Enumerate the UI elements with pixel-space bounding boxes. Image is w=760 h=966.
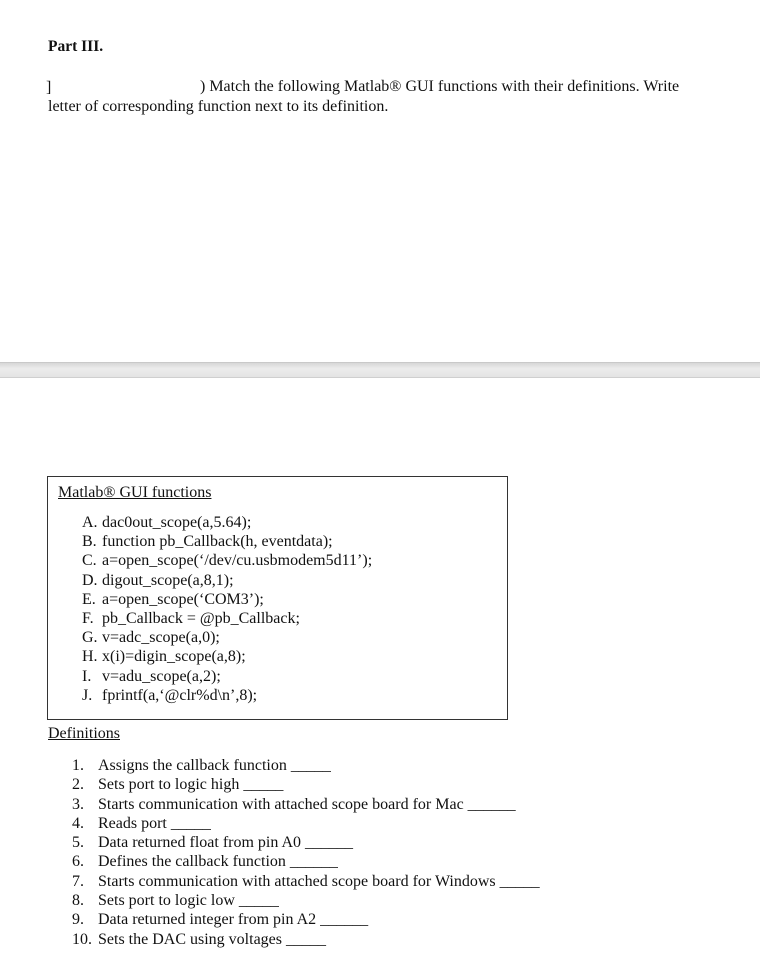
function-letter: I. [82, 667, 92, 685]
function-text: function pb_Callback(h, eventdata); [102, 533, 333, 551]
function-letter: D. [82, 571, 98, 589]
page-separator [0, 362, 760, 378]
definition-item-4 [72, 814, 540, 833]
definition-number: 1. [72, 757, 84, 774]
definition-number: 10. [72, 930, 92, 948]
definitions-list [72, 756, 540, 949]
definition-text: Assigns the callback function _____ [98, 757, 331, 774]
definition-number: 2. [72, 776, 84, 794]
function-item-c [82, 551, 372, 570]
definition-item-6 [72, 852, 540, 871]
function-text: dac0out_scope(a,5.64); [102, 514, 252, 531]
bracket-mark: ] [46, 79, 52, 96]
definition-text: Defines the callback function ______ [98, 853, 338, 871]
definition-number: 3. [72, 795, 84, 813]
functions-box [47, 476, 508, 720]
definition-item-10 [72, 930, 540, 949]
function-letter: B. [82, 533, 97, 551]
function-item-i [82, 667, 372, 686]
definition-number: 6. [72, 853, 84, 871]
function-item-d [82, 571, 372, 590]
function-text: v=adu_scope(a,2); [102, 667, 221, 685]
definitions-heading: Definitions [48, 725, 120, 742]
definition-number: 5. [72, 834, 84, 852]
function-text: a=open_scope(‘/dev/cu.usbmodem5d11’); [102, 552, 373, 570]
function-letter: G. [82, 629, 98, 647]
function-item-e [82, 590, 372, 609]
function-letter: H. [82, 648, 98, 666]
function-text: x(i)=digin_scope(a,8); [102, 648, 246, 666]
function-text: pb_Callback = @pb_Callback; [102, 610, 300, 628]
definition-text: Starts communication with attached scope board for Windows _____ [98, 872, 540, 890]
function-item-f [82, 609, 372, 628]
function-letter: E. [82, 590, 96, 608]
function-letter: C. [82, 552, 97, 570]
functions-heading: Matlab® GUI functions [58, 484, 212, 501]
definition-text: Reads port _____ [98, 814, 211, 832]
definition-number: 7. [72, 872, 84, 890]
definition-text: Sets port to logic low _____ [98, 892, 279, 910]
definition-text: Data returned integer from pin A2 ______ [98, 911, 369, 929]
function-letter: A. [82, 514, 98, 531]
function-text: a=open_scope(‘COM3’); [102, 590, 264, 608]
function-item-a [82, 513, 372, 532]
definition-item-3 [72, 795, 540, 814]
definition-text: Sets the DAC using voltages _____ [98, 930, 326, 948]
function-text: fprintf(a,‘@clr%d\n’,8); [102, 686, 258, 704]
definition-item-8 [72, 891, 540, 910]
definition-text: Data returned float from pin A0 ______ [98, 834, 354, 852]
function-item-j [82, 686, 372, 705]
function-item-b [82, 532, 372, 551]
function-item-g [82, 628, 372, 647]
instruction-line-2: letter of corresponding function next to its definition. [48, 98, 389, 115]
definition-item-2 [72, 775, 540, 794]
instruction-line-1: ) Match the following Matlab® GUI functions with their definitions. Write [200, 78, 680, 95]
definition-item-1 [72, 756, 540, 775]
function-letter: F. [82, 610, 94, 628]
function-item-h [82, 647, 372, 666]
part-title: Part III. [48, 38, 104, 55]
function-text: digout_scope(a,8,1); [102, 571, 234, 589]
definition-item-7 [72, 872, 540, 891]
definition-number: 9. [72, 911, 84, 929]
functions-list [82, 513, 372, 705]
definition-text: Starts communication with attached scope board for Mac ______ [98, 795, 516, 813]
definition-item-9 [72, 910, 540, 929]
definition-number: 4. [72, 814, 84, 832]
definition-item-5 [72, 833, 540, 852]
function-text: v=adc_scope(a,0); [102, 629, 220, 647]
definition-text: Sets port to logic high _____ [98, 776, 284, 794]
definition-number: 8. [72, 892, 84, 910]
function-letter: J. [82, 686, 93, 704]
